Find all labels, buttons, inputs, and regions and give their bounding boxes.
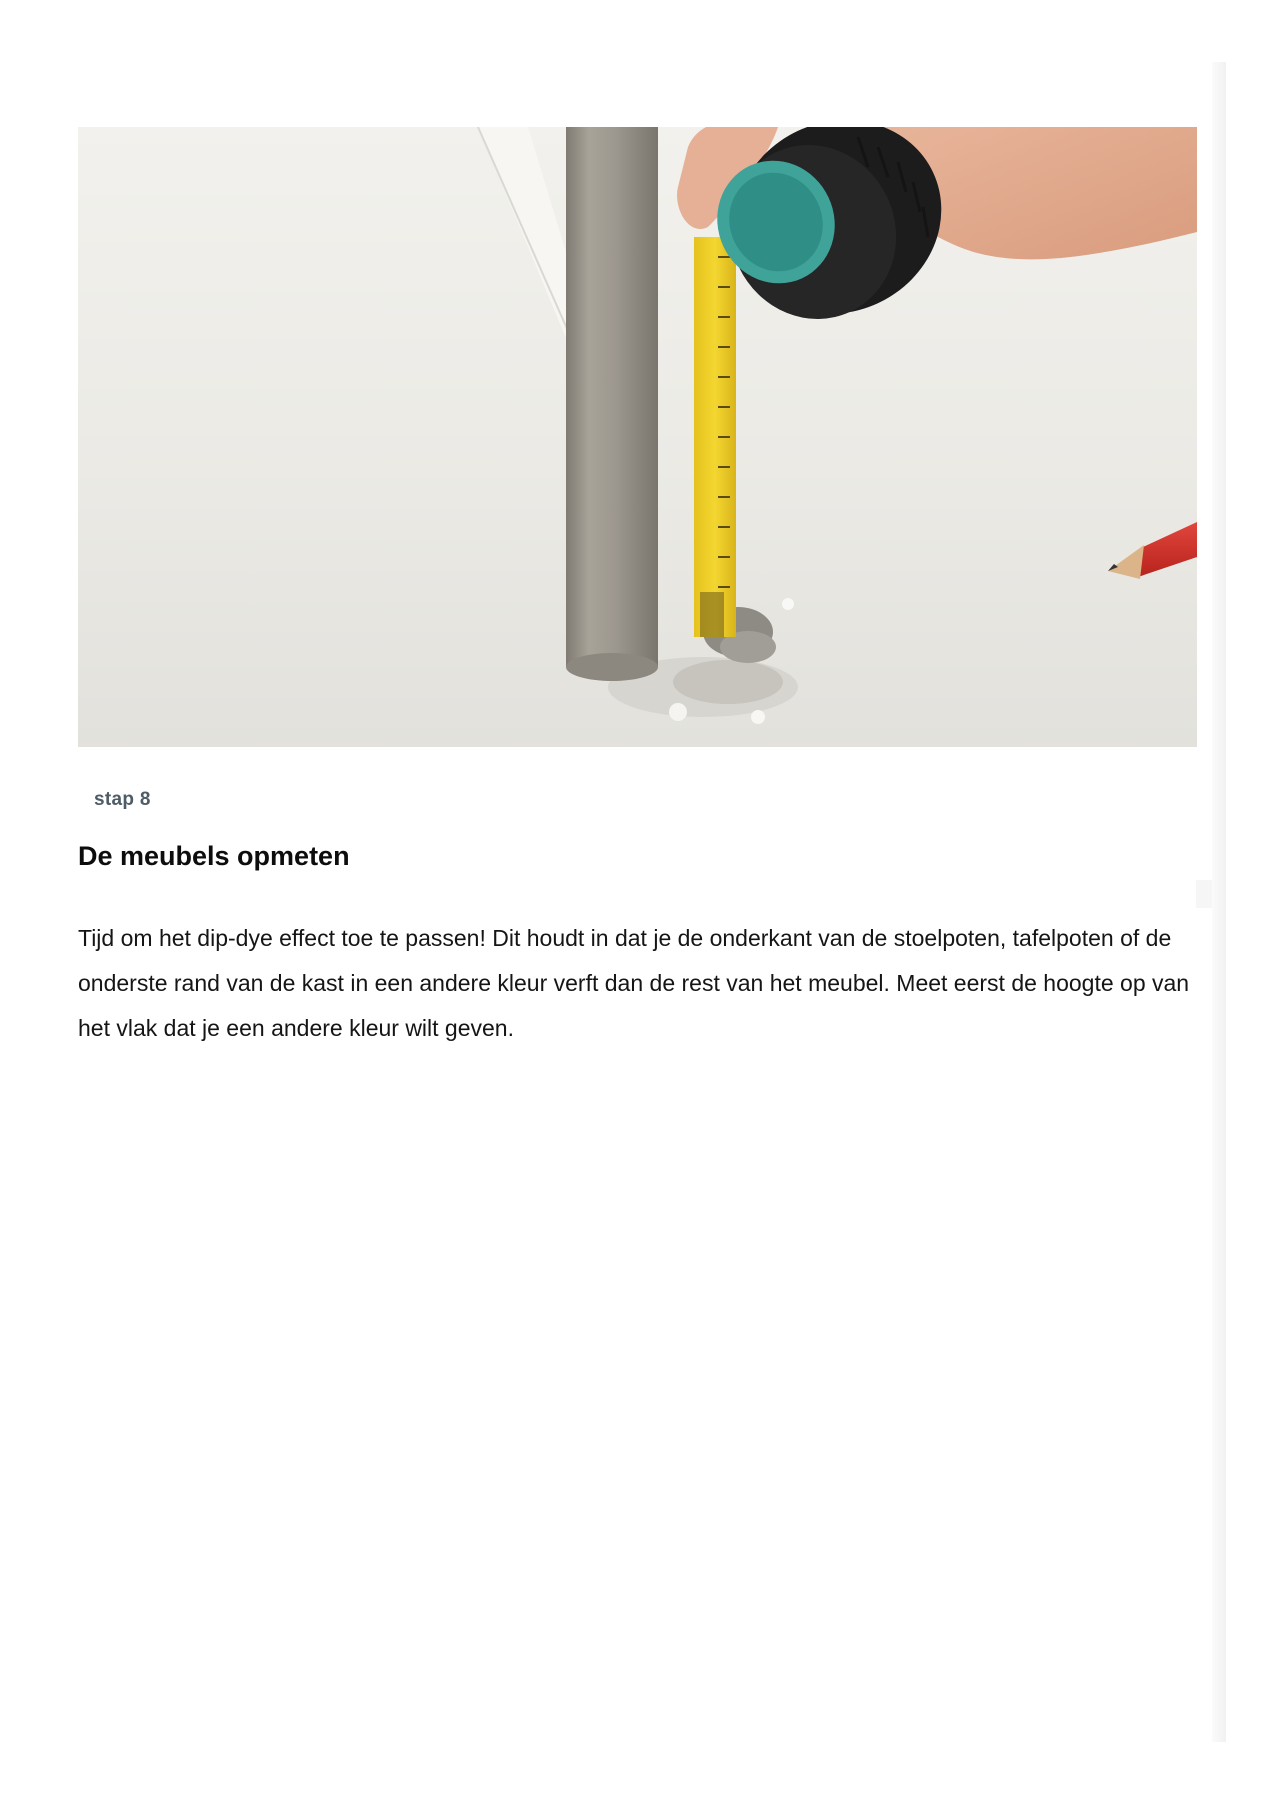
measuring-photo-illustration — [78, 127, 1197, 747]
step-photo — [78, 127, 1197, 747]
tape-measure-blade — [694, 237, 736, 637]
step-description: Tijd om het dip-dye effect toe te passen! Dit houdt in dat je de onderkant van de stoelpoten, tafelpoten of de onderste rand van de kast in een andere kleur verft dan de rest van het meubel. Meet eerst de hoogte op van het vlak dat je een andere kleur wilt geven. — [78, 925, 1190, 1041]
page-edge-shadow — [1212, 62, 1226, 1742]
step-number-label: stap 8 — [94, 789, 151, 810]
step-title: De meubels opmeten — [78, 841, 350, 871]
chair-leg — [566, 127, 658, 681]
page-edge-tab — [1196, 880, 1212, 908]
